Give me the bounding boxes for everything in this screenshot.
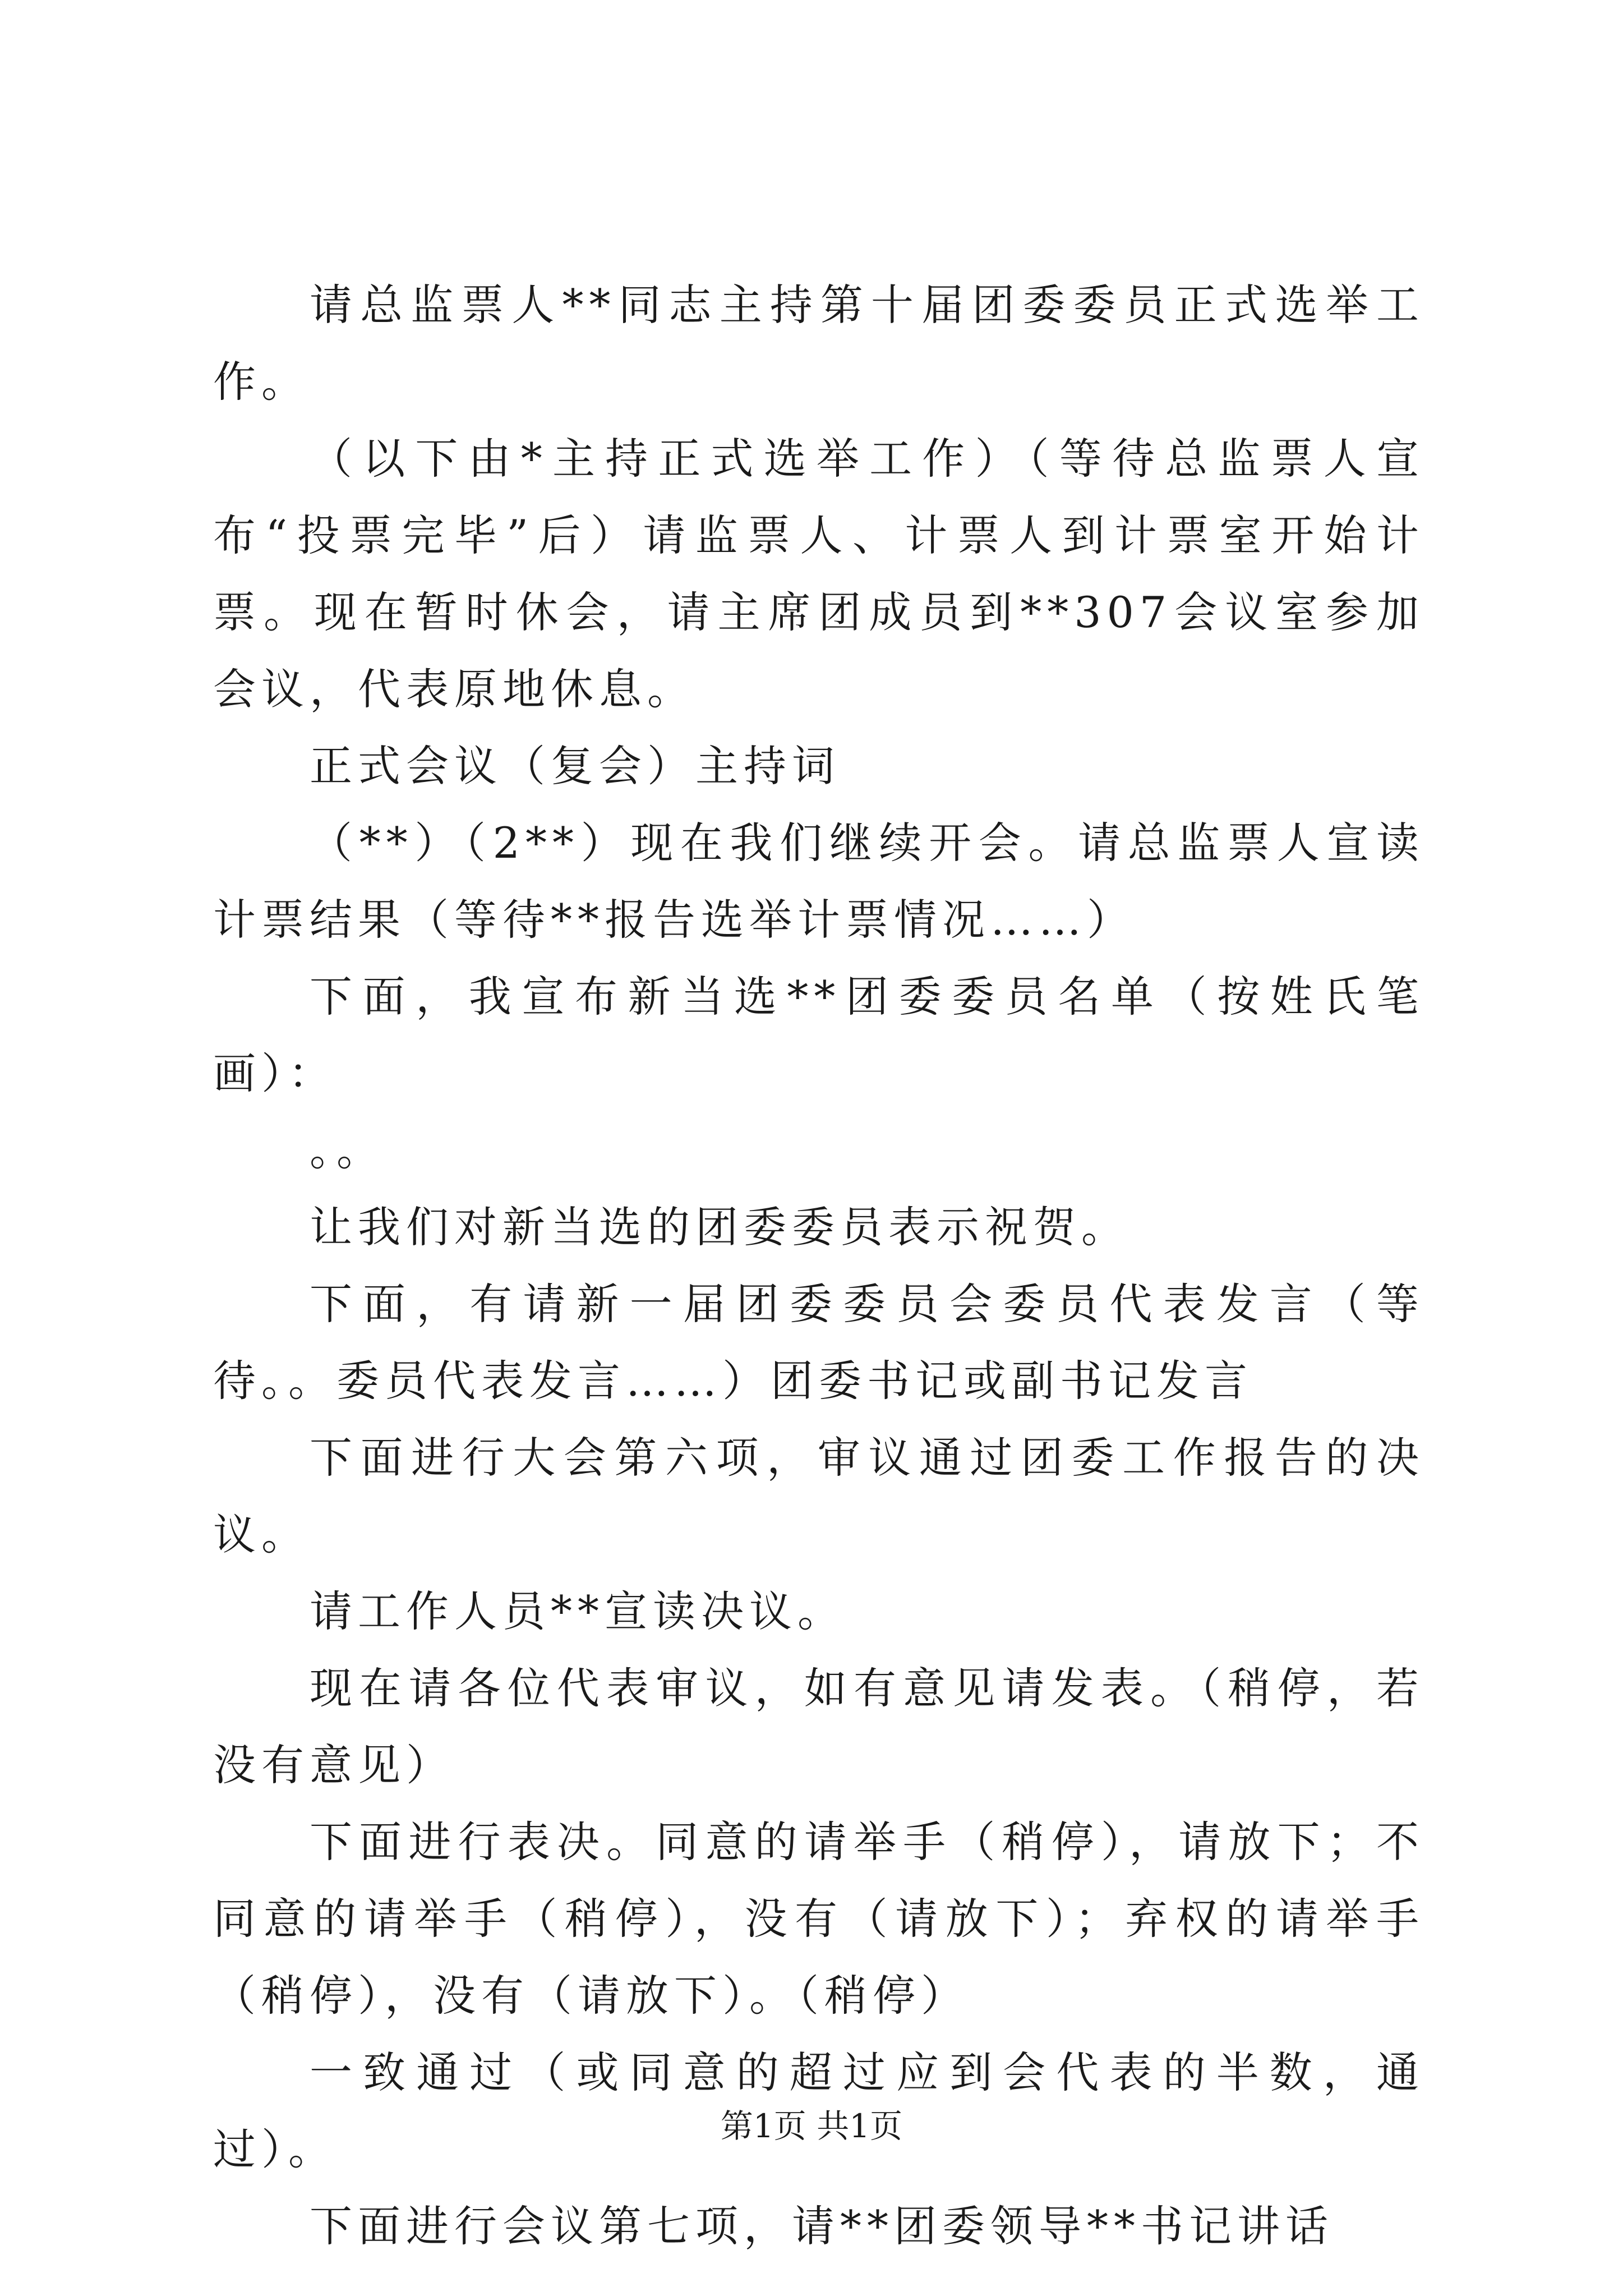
paragraph-1: 请总监票人**同志主持第十届团委委员正式选举工作。 (213, 280, 1424, 407)
paragraph-2: （以下由*主持正式选举工作）（等待总监票人宣布“投票完毕”后）请监票人、计票人到计票室开始计票。现在暂时休会，请主席团成员到**307会议室参加会议，代表原地休息。 (213, 434, 1424, 714)
paragraph-8: 下面，有请新一届团委委员会委员代表发言（等待。。委员代表发言……）团委书记或副书记发言 (213, 1279, 1424, 1406)
paragraph-4: （**）（2**）现在我们继续开会。请总监票人宣读计票结果（等待**报告选举计票情况……） (213, 818, 1424, 945)
document-body (213, 266, 1424, 2265)
paragraph-6: 。。 (310, 1125, 385, 1175)
paragraph-13: 一致通过（或同意的超过应到会代表的半数，通过）。 (213, 2047, 1424, 2174)
paragraph-5: 下面，我宣布新当选**团委委员名单（按姓氏笔画）： (213, 972, 1424, 1098)
paragraph-14: 下面进行会议第七项，请**团委领导**书记讲话 (310, 2201, 1334, 2251)
paragraph-7: 让我们对新当选的团委委员表示祝贺。 (310, 1202, 1129, 1252)
paragraph-10: 请工作人员**宣读决议。 (310, 1586, 846, 1636)
paragraph-3: 正式会议（复会）主持词 (310, 741, 840, 791)
page-footer: 第1页 共1页 (720, 2107, 903, 2145)
paragraph-12: 下面进行表决。同意的请举手（稍停），请放下；不同意的请举手（稍停），没有（请放下）；弃权的请举手（稍停），没有（请放下）。（稍停） (213, 1817, 1424, 2021)
paragraph-9: 下面进行大会第六项，审议通过团委工作报告的决议。 (213, 1433, 1424, 1559)
paragraph-11: 现在请各位代表审议，如有意见请发表。（稍停，若没有意见） (213, 1663, 1424, 1790)
